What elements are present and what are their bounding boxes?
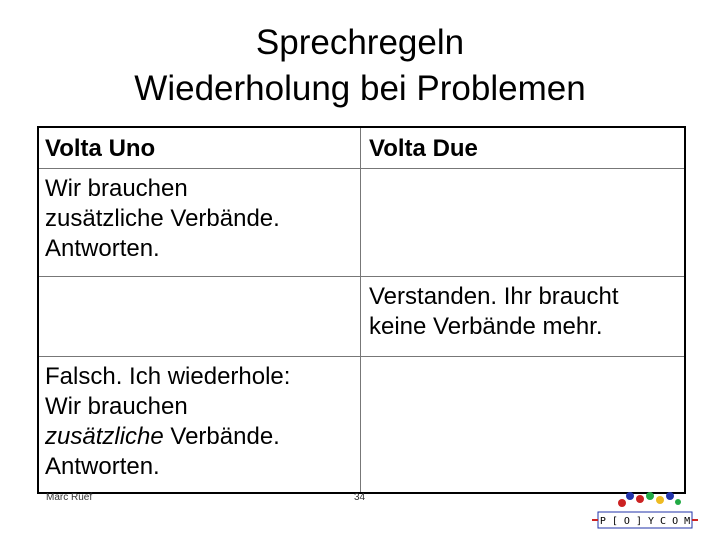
title-line-1: Sprechregeln	[255, 23, 465, 62]
row-divider-1	[39, 168, 684, 169]
reply-line-2: keine Verbände mehr.	[369, 313, 603, 340]
company-logo	[590, 490, 700, 532]
header-volta-uno: Volta Uno	[45, 135, 156, 162]
correction-line-3	[45, 422, 290, 452]
correction-line-4: Antworten.	[45, 453, 160, 480]
dialogue-table	[37, 126, 686, 494]
message-1-line-2: zusätzliche Verbände.	[45, 205, 280, 232]
company-logo-graphic	[590, 490, 700, 532]
emphasized-word: zusätzliche	[45, 423, 164, 450]
message-1-line-3: Antworten.	[45, 235, 160, 262]
row-divider-2	[39, 276, 684, 277]
volta-uno-correction	[45, 362, 290, 482]
message-1-line-1: Wir brauchen	[45, 175, 188, 202]
correction-line-3-rest: Verbände.	[163, 423, 280, 450]
row-divider-3	[39, 356, 684, 357]
svg-text:P [ O ] Y C O M: P [ O ] Y C O M	[599, 516, 691, 527]
correction-line-2: Wir brauchen	[45, 393, 188, 420]
footer-author: Marc Ruef	[46, 492, 93, 503]
reply-line-1: Verstanden. Ihr braucht	[369, 283, 619, 310]
slide-title	[0, 20, 720, 112]
column-divider	[360, 128, 361, 492]
page-number: 34	[354, 492, 366, 503]
correction-line-1: Falsch. Ich wiederhole:	[45, 363, 291, 390]
volta-due-reply	[369, 282, 619, 342]
title-line-2: Wiederholung bei Problemen	[134, 69, 586, 108]
volta-uno-message-1	[45, 174, 280, 264]
header-volta-due: Volta Due	[369, 135, 478, 162]
